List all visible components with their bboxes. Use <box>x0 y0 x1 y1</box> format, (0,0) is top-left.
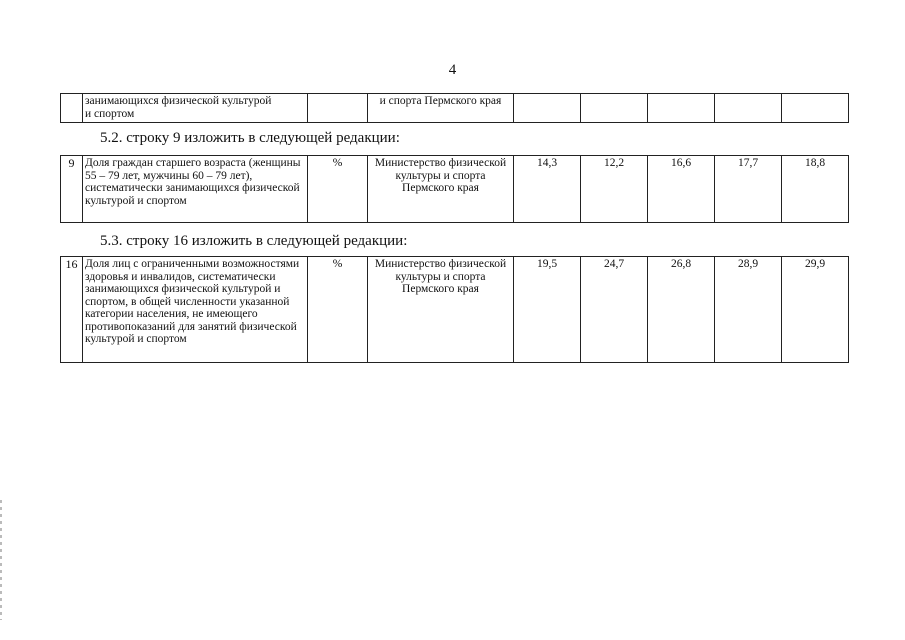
indicator-cell: Доля лиц с ограниченными возможностями здоровья и инвалидов, систематически занимающихся физической культурой и спортом, в общей численности указанной категории населения, не имеющего противопоказаний для занятий физической культурой и спортом <box>83 257 308 363</box>
scan-edge-mark <box>0 500 2 620</box>
unit-cell: % <box>308 156 368 223</box>
table-row-9 <box>60 155 849 223</box>
value-cell: 19,5 <box>514 257 581 363</box>
responsible-cell: и спорта Пермского края <box>368 94 514 123</box>
page-number: 4 <box>448 62 457 78</box>
value-cell <box>581 94 648 123</box>
value-cell <box>715 94 782 123</box>
responsible-cell: Министерство физической культуры и спорта Пермского края <box>368 257 514 363</box>
row-number-cell: 16 <box>61 257 83 363</box>
value-cell: 16,6 <box>648 156 715 223</box>
table-continuation <box>60 93 849 123</box>
responsible-cell: Министерство физической культуры и спорта Пермского края <box>368 156 514 223</box>
section-heading: 5.3. строку 16 изложить в следующей редакции: <box>100 233 408 249</box>
value-cell: 17,7 <box>715 156 782 223</box>
indicator-cell: занимающихся физической культурой и спортом <box>83 94 308 123</box>
value-cell <box>782 94 849 123</box>
table-row <box>61 156 849 223</box>
value-cell <box>648 94 715 123</box>
value-cell: 18,8 <box>782 156 849 223</box>
table-row <box>61 94 849 123</box>
value-cell: 28,9 <box>715 257 782 363</box>
value-cell: 26,8 <box>648 257 715 363</box>
value-cell: 12,2 <box>581 156 648 223</box>
value-cell: 14,3 <box>514 156 581 223</box>
row-number-cell <box>61 94 83 123</box>
value-cell: 29,9 <box>782 257 849 363</box>
table-row <box>61 257 849 363</box>
table-row-16 <box>60 256 849 363</box>
unit-cell <box>308 94 368 123</box>
row-number-cell: 9 <box>61 156 83 223</box>
value-cell <box>514 94 581 123</box>
unit-cell: % <box>308 257 368 363</box>
section-heading: 5.2. строку 9 изложить в следующей редакции: <box>100 130 400 146</box>
indicator-cell: Доля граждан старшего возраста (женщины 55 – 79 лет, мужчины 60 – 79 лет), систематически занимающихся физической культурой и спортом <box>83 156 308 223</box>
value-cell: 24,7 <box>581 257 648 363</box>
